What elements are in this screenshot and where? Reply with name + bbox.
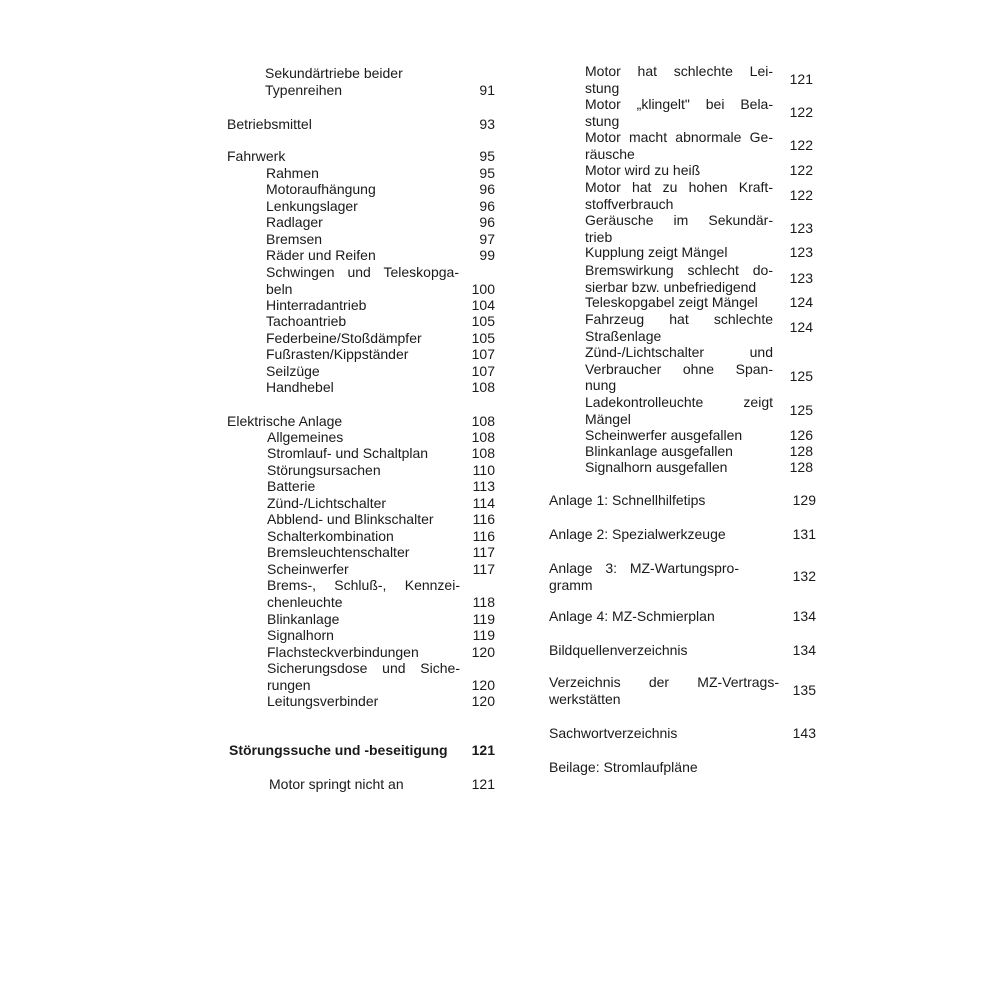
toc-left-entry-page-number: 110 bbox=[472, 462, 495, 478]
toc-right-entry-title-line: Blinkanlage ausgefallen bbox=[585, 443, 733, 459]
toc-left-entry-title-line: Scheinwerfer bbox=[267, 561, 349, 577]
toc-right-entry-page-number: 125 bbox=[789, 368, 813, 384]
toc-right-entry-page-number: 125 bbox=[789, 401, 813, 418]
toc-right-entry-title-line: Beilage: Stromlaufpläne bbox=[549, 759, 698, 775]
toc-right-entry-title-line: Bildquellenverzeichnis bbox=[549, 642, 688, 658]
toc-left-entry-title-line: Abblend- und Blinkschalter bbox=[267, 511, 434, 527]
toc-left-entry-page-number: 97 bbox=[479, 231, 495, 247]
toc-left-entry-page-number: 105 bbox=[471, 330, 495, 346]
toc-left-entry-title-line: Hinterradantrieb bbox=[266, 297, 367, 313]
toc-left-entry-page-number: 108 bbox=[471, 413, 495, 429]
toc-left-entry-page-number: 120 bbox=[471, 644, 495, 660]
toc-right-entry-page-number: 134 bbox=[792, 608, 816, 624]
toc-left-entry-title-line: Federbeine/Stoßdämpfer bbox=[266, 330, 422, 346]
toc-left-entry-page-number: 93 bbox=[479, 116, 495, 132]
toc-right-entry-title-line: werkstätten bbox=[549, 690, 621, 707]
toc-left-entry-page-number: 108 bbox=[471, 445, 495, 461]
toc-left-entry-page-number: 96 bbox=[479, 198, 495, 214]
toc-left-entry-page-number: 113 bbox=[472, 478, 495, 494]
toc-left-entry-title-line: Störungssuche und -beseitigung bbox=[229, 742, 448, 758]
toc-right-entry-title-line: Motor „klingelt" bei Bela- bbox=[585, 96, 773, 112]
toc-right-entry-title-line: stoffverbrauch bbox=[585, 195, 674, 212]
toc-left-entry-title-line: Schwingen und Teleskopga- bbox=[266, 264, 459, 280]
toc-left-entry-page-number: 116 bbox=[472, 528, 495, 544]
toc-right-entry-page-number: 128 bbox=[789, 443, 813, 459]
toc-right-entry-title-line: Zünd-/Lichtschalter und bbox=[585, 344, 773, 360]
toc-left-entry-page-number: 121 bbox=[471, 776, 495, 792]
toc-right-entry-title-line: Geräusche im Sekundär- bbox=[585, 212, 773, 228]
toc-right-entry-title-line: nung bbox=[585, 377, 617, 393]
toc-left-entry-page-number: 117 bbox=[472, 544, 495, 560]
toc-left-entry-title-line: Elektrische Anlage bbox=[227, 413, 343, 429]
toc-left-entry-title-line: Rahmen bbox=[266, 165, 319, 181]
toc-left-entry-page-number: 119 bbox=[472, 611, 495, 627]
toc-right-entry-page-number: 122 bbox=[789, 103, 813, 120]
toc-right-entry-title-line: Verzeichnis der MZ-Vertrags- bbox=[549, 674, 779, 690]
toc-left-entry-page-number: 121 bbox=[471, 742, 495, 758]
toc-left-entry-title-line: Schalterkombination bbox=[267, 528, 394, 544]
toc-right-entry-title-line: Fahrzeug hat schlechte bbox=[585, 311, 773, 327]
toc-right-entry-title-line: Ladekontrolleuchte zeigt bbox=[585, 394, 773, 410]
toc-left-entry-page-number: 105 bbox=[471, 313, 495, 329]
toc-right-entry-page-number: 135 bbox=[792, 681, 816, 698]
toc-right-entry-title-line: Straßenlage bbox=[585, 327, 662, 344]
toc-left-entry-title-line: Fußrasten/Kippständer bbox=[266, 346, 409, 362]
toc-right-entry-title-line: Kupplung zeigt Mängel bbox=[585, 244, 728, 260]
toc-left-entry-title-line: Radlager bbox=[266, 214, 323, 230]
toc-right-entry-page-number: 124 bbox=[789, 318, 813, 335]
toc-left-entry-title-line: Sicherungsdose und Siche- bbox=[267, 660, 460, 676]
toc-left-entry-title-line: Allgemeines bbox=[267, 429, 344, 445]
toc-left-entry-title-line: Signalhorn bbox=[267, 627, 334, 643]
toc-left-entry-page-number: 108 bbox=[471, 429, 495, 445]
toc-left-entry-title-line: Flachsteckverbindungen bbox=[267, 644, 419, 660]
toc-left-entry-title-line: Typenreihen bbox=[265, 81, 343, 98]
toc-right-entry-title-line: gramm bbox=[549, 576, 593, 593]
toc-left-entry-title-line: Bremsen bbox=[266, 231, 323, 247]
toc-right-entry-page-number: 143 bbox=[792, 725, 816, 741]
toc-left-entry-title-line: Batterie bbox=[267, 478, 316, 494]
toc-left-entry-title-line: Zünd-/Lichtschalter bbox=[267, 495, 387, 511]
toc-right-entry-page-number: 123 bbox=[789, 219, 813, 236]
toc-left-entry-title-line: Störungsursachen bbox=[267, 462, 381, 478]
toc-right-entry-page-number: 126 bbox=[789, 427, 813, 443]
toc-right-entry-page-number: 123 bbox=[789, 244, 813, 260]
toc-right-entry-page-number: 124 bbox=[789, 294, 813, 310]
toc-left-entry-page-number: 108 bbox=[471, 379, 495, 395]
toc-left-entry-title-line: Bremsleuchtenschalter bbox=[267, 544, 410, 560]
toc-left-entry-title-line: Fahrwerk bbox=[227, 148, 286, 164]
toc-left-entry-page-number: 99 bbox=[479, 247, 495, 263]
toc-right-entry-title-line: Sachwortverzeichnis bbox=[549, 725, 678, 741]
toc-right-entry-title-line: trieb bbox=[585, 228, 613, 245]
toc-left-entry-page-number: 104 bbox=[471, 297, 495, 313]
toc-left-entry-title-line: Motoraufhängung bbox=[266, 181, 376, 197]
toc-right-entry-title-line: Motor hat schlechte Lei- bbox=[585, 63, 773, 79]
toc-right-entry-page-number: 121 bbox=[789, 70, 813, 87]
toc-left-entry-page-number: 120 bbox=[471, 676, 495, 693]
toc-left-entry-title-line: chenleuchte bbox=[267, 593, 343, 610]
toc-left-entry-page-number: 96 bbox=[479, 214, 495, 230]
toc-right-entry-page-number: 131 bbox=[792, 526, 816, 542]
toc-left-entry-page-number: 118 bbox=[472, 593, 495, 610]
toc-left-entry-title-line: Räder und Reifen bbox=[266, 247, 376, 263]
toc-right-entry-title-line: Motor wird zu heiß bbox=[585, 162, 701, 178]
toc-right-entry-page-number: 122 bbox=[789, 162, 813, 178]
toc-right-entry-page-number: 123 bbox=[789, 269, 813, 286]
toc-right-entry-title-line: Anlage 2: Spezialwerkzeuge bbox=[549, 526, 726, 542]
toc-right-entry-page-number: 134 bbox=[792, 642, 816, 658]
toc-right-entry-title-line: Anlage 3: MZ-Wartungspro- bbox=[549, 560, 739, 576]
toc-left-entry-title-line: Lenkungslager bbox=[266, 198, 358, 214]
toc-right-entry-title-line: Teleskopgabel zeigt Mängel bbox=[585, 294, 758, 310]
toc-left-entry-title-line: Betriebsmittel bbox=[227, 116, 312, 132]
toc-right-entry-title-line: Scheinwerfer ausgefallen bbox=[585, 427, 743, 443]
toc-right-entry-page-number: 122 bbox=[789, 136, 813, 153]
toc-left-entry-title-line: Leitungsverbinder bbox=[267, 693, 379, 709]
toc-left-entry-title-line: Sekundärtriebe beider bbox=[265, 65, 403, 81]
toc-left-entry-title-line: rungen bbox=[267, 676, 311, 693]
toc-left-entry-page-number: 107 bbox=[471, 363, 495, 379]
toc-right-entry-title-line: Signalhorn ausgefallen bbox=[585, 459, 728, 475]
toc-right-entry-page-number: 122 bbox=[789, 186, 813, 203]
toc-right-entry-title-line: Motor hat zu hohen Kraft- bbox=[585, 179, 773, 195]
toc-right-entry-title-line: Motor macht abnormale Ge- bbox=[585, 129, 773, 145]
toc-right-entry-title-line: sierbar bzw. unbefriedigend bbox=[585, 278, 757, 295]
toc-left-entry-page-number: 114 bbox=[472, 495, 495, 511]
toc-right-entry-title-line: Anlage 4: MZ-Schmierplan bbox=[549, 608, 715, 624]
toc-right-entry-title-line: Bremswirkung schlecht do- bbox=[585, 262, 773, 278]
toc-left-entry-title-line: Stromlauf- und Schaltplan bbox=[267, 445, 429, 461]
toc-left-entry-page-number: 91 bbox=[479, 81, 495, 98]
toc-left-entry-title-line: Blinkanlage bbox=[267, 611, 340, 627]
toc-left-entry-title-line: Tachoantrieb bbox=[266, 313, 347, 329]
toc-left-entry-page-number: 95 bbox=[479, 165, 495, 181]
toc-left-entry-page-number: 107 bbox=[471, 346, 495, 362]
toc-right-entry-page-number: 132 bbox=[792, 567, 816, 584]
toc-right-entry-title-line: Verbraucher ohne Span- bbox=[585, 360, 773, 377]
toc-right-entry-title-line: stung bbox=[585, 79, 620, 96]
toc-left-entry-title-line: Brems-, Schluß-, Kennzei- bbox=[267, 577, 460, 593]
toc-left-entry-title-line: beln bbox=[266, 280, 293, 297]
toc-left-entry-page-number: 95 bbox=[479, 148, 495, 164]
toc-left-entry-title-line: Seilzüge bbox=[266, 363, 320, 379]
toc-right-entry-title-line: räusche bbox=[585, 145, 635, 162]
toc-right-entry-page-number: 128 bbox=[789, 459, 813, 475]
toc-left-entry-title-line: Handhebel bbox=[266, 379, 334, 395]
toc-right-entry-title-line: Anlage 1: Schnellhilfetips bbox=[549, 492, 706, 508]
toc-left-entry-page-number: 119 bbox=[472, 627, 495, 643]
toc-left-entry-title-line: Motor springt nicht an bbox=[269, 776, 404, 792]
toc-left-entry-page-number: 120 bbox=[471, 693, 495, 709]
toc-right-entry-title-line: Mängel bbox=[585, 410, 631, 427]
toc-left-entry-page-number: 117 bbox=[472, 561, 495, 577]
toc-right-entry-title-line: stung bbox=[585, 112, 620, 129]
toc-right-entry-page-number: 129 bbox=[792, 492, 816, 508]
toc-left-entry-page-number: 116 bbox=[472, 511, 495, 527]
toc-left-entry-page-number: 96 bbox=[479, 181, 495, 197]
toc-left-entry-page-number: 100 bbox=[471, 280, 495, 297]
